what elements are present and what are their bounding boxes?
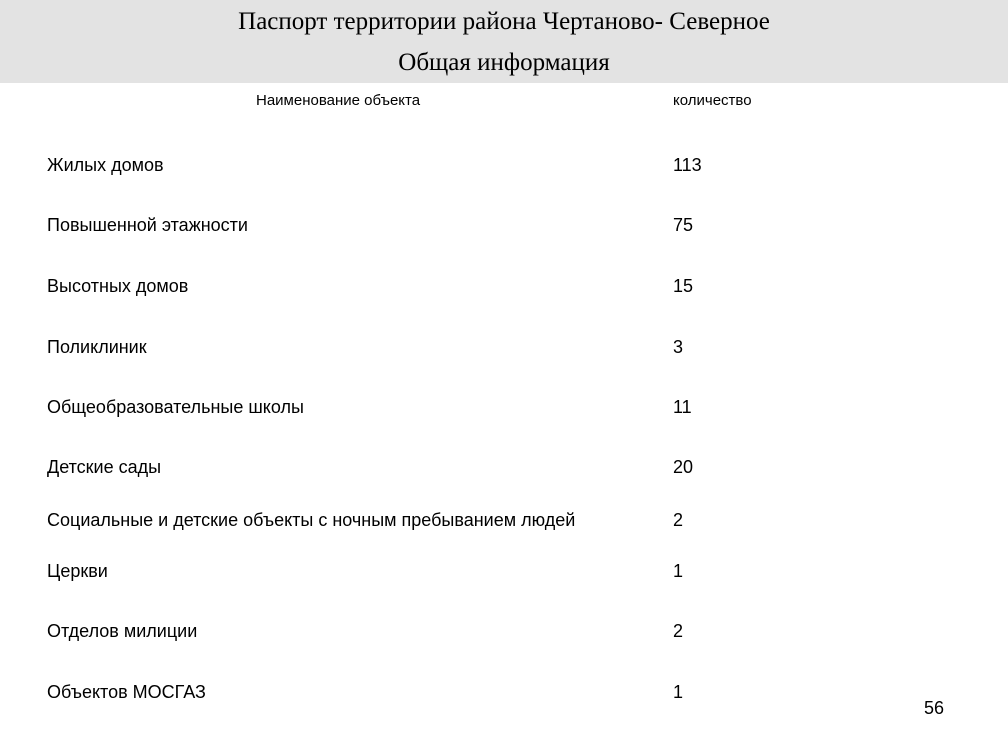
row-name: Отделов милиции (47, 621, 198, 641)
table-row (0, 619, 1008, 643)
table-row (0, 153, 1008, 177)
page-title: Паспорт территории района Чертаново- Северное (238, 8, 770, 35)
page-number: 56 (924, 698, 945, 718)
row-quantity: 3 (673, 337, 684, 357)
table-row (0, 559, 1008, 583)
row-quantity: 1 (673, 682, 684, 702)
row-quantity: 2 (673, 621, 684, 641)
table-row (0, 395, 1008, 419)
table-row (0, 455, 1008, 479)
column-header-name: Наименование объекта (256, 92, 421, 109)
table-row (0, 680, 1008, 704)
row-quantity: 113 (673, 155, 702, 175)
row-name: Объектов МОСГАЗ (47, 682, 206, 702)
row-name: Поликлиник (47, 337, 147, 357)
row-quantity: 20 (673, 457, 694, 477)
row-name: Детские сады (47, 457, 162, 477)
page-subtitle: Общая информация (398, 49, 610, 76)
row-name: Общеобразовательные школы (47, 397, 304, 417)
row-name: Повышенной этажности (47, 215, 248, 235)
row-quantity: 1 (673, 561, 684, 581)
row-name: Высотных домов (47, 276, 189, 296)
table-row (0, 213, 1008, 237)
column-header-quantity: количество (673, 92, 752, 109)
row-quantity: 2 (673, 510, 684, 530)
table-row (0, 335, 1008, 359)
row-name: Церкви (47, 561, 108, 581)
row-quantity: 75 (673, 215, 694, 235)
row-quantity: 15 (673, 276, 694, 296)
row-quantity: 11 (673, 397, 692, 417)
table-row (0, 508, 1008, 532)
row-name: Жилых домов (47, 155, 164, 175)
row-name: Социальные и детские объекты с ночным пребыванием людей (47, 510, 576, 530)
table-row (0, 274, 1008, 298)
